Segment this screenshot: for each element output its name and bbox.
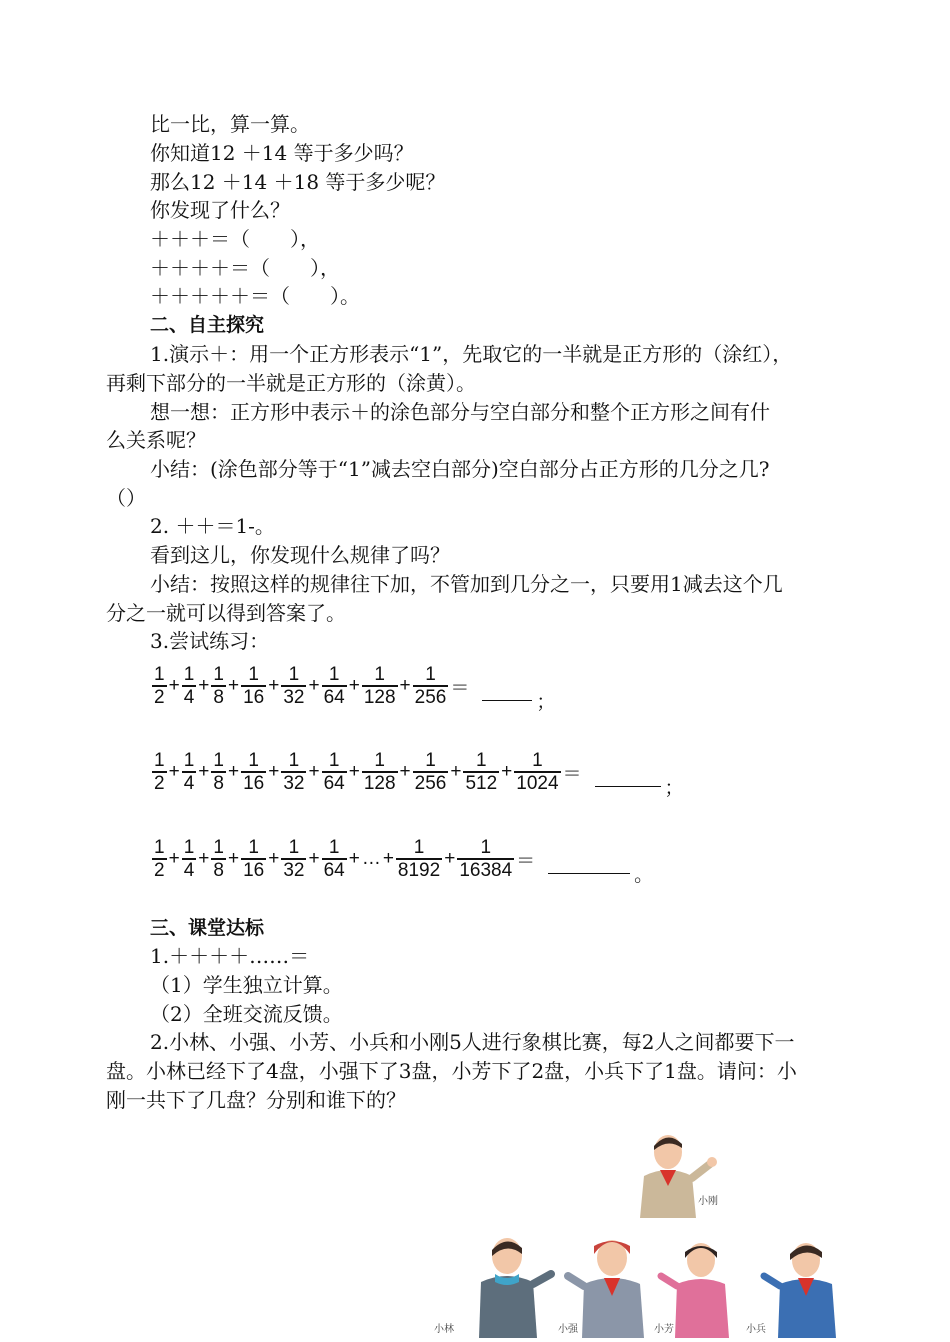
fraction-numerator: 1 xyxy=(248,664,259,686)
fraction-numerator: 1 xyxy=(476,750,487,772)
fraction-denominator: 8192 xyxy=(397,859,441,881)
fraction-denominator: 64 xyxy=(323,859,345,881)
plus-sign: + xyxy=(168,848,180,869)
fraction xyxy=(514,750,560,793)
fraction-numerator: 1 xyxy=(213,837,224,859)
fraction xyxy=(182,837,197,880)
fraction-denominator: 4 xyxy=(183,772,195,794)
plus-sign: + xyxy=(268,675,280,696)
fraction-numerator: 1 xyxy=(154,664,165,686)
fraction-numerator: 1 xyxy=(328,750,340,772)
section3-q1a: （1）学生独立计算。 xyxy=(150,973,343,997)
plus-sign: + xyxy=(348,848,360,869)
fraction xyxy=(182,664,197,707)
fraction-equation-2 xyxy=(151,746,684,798)
fraction xyxy=(362,664,398,707)
fraction xyxy=(413,750,449,793)
fraction xyxy=(281,750,306,793)
section2-p7: 3.尝试练习： xyxy=(150,629,270,653)
section3-q2a: 2.小林、小强、小芳、小兵和小刚5人进行象棋比赛，每2人之间都要下一 xyxy=(150,1030,795,1054)
section2-p6b: 分之一就可以得到答案了。 xyxy=(106,601,346,625)
fraction-numerator: 1 xyxy=(183,664,195,686)
answer-blank xyxy=(548,872,630,874)
plus-sign: + xyxy=(268,761,280,782)
fraction-equation-1 xyxy=(151,660,555,712)
fraction-denominator: 32 xyxy=(283,772,305,794)
fraction-numerator: 1 xyxy=(328,837,340,859)
fraction-numerator: 1 xyxy=(183,750,195,772)
section2-p2b: 么关系呢？ xyxy=(106,428,206,452)
fraction xyxy=(182,750,197,793)
fraction xyxy=(322,750,347,793)
plus-sign: + xyxy=(444,848,456,869)
fraction xyxy=(241,837,266,880)
fraction-denominator: 256 xyxy=(414,686,447,708)
fraction xyxy=(322,837,347,880)
fraction xyxy=(281,664,306,707)
plus-sign: + xyxy=(450,761,462,782)
fraction-numerator: 1 xyxy=(154,750,165,772)
fraction-denominator: 16384 xyxy=(459,859,513,881)
fraction-numerator: 1 xyxy=(248,750,259,772)
section3-q1: 1.＋＋＋＋……＝ xyxy=(150,944,310,968)
fraction xyxy=(211,837,226,880)
fraction-numerator: 1 xyxy=(213,664,224,686)
section2-p4: 2. ＋＋＝1-。 xyxy=(150,514,275,538)
fraction-numerator: 1 xyxy=(183,837,195,859)
equals-sign: ＝ xyxy=(450,677,470,699)
fraction-equation-3 xyxy=(151,833,653,885)
section-heading-2: 二、自主探究 xyxy=(150,314,265,336)
fraction-denominator: 512 xyxy=(465,772,498,794)
intro-line-1: 比一比，算一算。 xyxy=(150,112,310,136)
fraction-numerator: 1 xyxy=(288,837,300,859)
intro-line-2: 你知道12 ＋14 等于多少吗？ xyxy=(150,141,414,165)
fraction-numerator: 1 xyxy=(374,750,385,772)
fraction-denominator: 4 xyxy=(183,686,195,708)
fraction-denominator: 8 xyxy=(213,772,224,794)
fraction xyxy=(241,664,266,707)
plus-sign: + xyxy=(268,848,280,869)
fraction xyxy=(322,664,347,707)
section3-q2b: 盘。小林已经下了4盘，小强下了3盘，小芳下了2盘，小兵下了1盘。请问：小 xyxy=(106,1059,797,1083)
fraction xyxy=(281,837,306,880)
fraction xyxy=(457,837,514,880)
equals-sign: ＝ xyxy=(562,763,582,785)
fraction-denominator: 4 xyxy=(183,859,195,881)
fraction xyxy=(241,750,266,793)
fraction-denominator: 64 xyxy=(323,772,345,794)
fraction-denominator: 32 xyxy=(283,686,305,708)
section3-q1b: （2）全班交流反馈。 xyxy=(150,1002,343,1026)
intro-line-5: ＋＋＋＝（ ）， xyxy=(150,227,320,251)
plus-sign: + xyxy=(501,761,513,782)
fraction-denominator: 32 xyxy=(283,859,305,881)
fraction-numerator: 1 xyxy=(288,664,300,686)
section2-p5: 看到这儿，你发现什么规律了吗？ xyxy=(150,543,450,567)
section2-p1b: 再剩下部分的一半就是正方形的（涂黄）。 xyxy=(106,371,476,395)
section2-p3b: （） xyxy=(106,486,146,510)
fraction-denominator: 8 xyxy=(213,859,224,881)
fraction xyxy=(396,837,442,880)
fraction-numerator: 1 xyxy=(425,664,436,686)
fraction-denominator: 128 xyxy=(363,772,396,794)
equation-punctuation: 。 xyxy=(634,864,654,886)
plus-sign: + xyxy=(308,675,320,696)
xiaofang-label: 小芳 xyxy=(654,1324,674,1335)
answer-blank xyxy=(595,785,661,787)
plus-sign: + xyxy=(227,848,240,869)
fraction-numerator: 1 xyxy=(288,750,300,772)
plus-sign: + xyxy=(308,848,320,869)
fraction xyxy=(362,750,398,793)
plus-sign: + xyxy=(348,675,360,696)
plus-sign: + xyxy=(198,761,210,782)
fraction-denominator: 8 xyxy=(213,686,224,708)
section3-q2c: 刚一共下了几盘？分别和谁下的？ xyxy=(106,1088,406,1112)
xiaogang-label: 小刚 xyxy=(698,1196,718,1207)
fraction-denominator: 1024 xyxy=(516,772,559,794)
plus-sign: + xyxy=(227,675,240,696)
equation-punctuation: ； xyxy=(664,777,684,799)
xiaobing-label: 小兵 xyxy=(746,1324,766,1335)
plus-sign: + xyxy=(168,761,180,782)
intro-line-3: 那么12 ＋14 ＋18 等于多少呢？ xyxy=(150,170,446,194)
plus-sign: + xyxy=(399,675,411,696)
equals-sign: ＝ xyxy=(516,850,536,872)
ellipsis: … xyxy=(361,848,381,869)
fraction-numerator: 1 xyxy=(328,664,340,686)
intro-line-6: ＋＋＋＋＝（ ）， xyxy=(150,256,340,280)
section2-p3a: 小结：(涂色部分等于“1”减去空白部分)空白部分占正方形的几分之几? xyxy=(150,457,770,481)
plus-sign: + xyxy=(198,675,210,696)
fraction xyxy=(152,837,167,880)
fraction-denominator: 128 xyxy=(363,686,396,708)
fraction-numerator: 1 xyxy=(532,750,543,772)
xiaolin-label: 小林 xyxy=(434,1324,454,1335)
fraction-denominator: 16 xyxy=(243,686,265,708)
section2-p2a: 想一想：正方形中表示＋的涂色部分与空白部分和整个正方形之间有什 xyxy=(150,400,770,424)
xiaolin-illustration xyxy=(465,1232,565,1338)
fraction-numerator: 1 xyxy=(213,750,224,772)
fraction-numerator: 1 xyxy=(425,750,436,772)
fraction xyxy=(152,750,167,793)
plus-sign: + xyxy=(399,761,411,782)
fraction xyxy=(463,750,499,793)
xiaobing-illustration xyxy=(760,1236,850,1338)
fraction-numerator: 1 xyxy=(154,837,165,859)
intro-line-7: ＋＋＋＋＋＝（ ）。 xyxy=(150,284,360,308)
fraction-denominator: 64 xyxy=(323,686,345,708)
fraction xyxy=(211,750,226,793)
fraction-denominator: 16 xyxy=(243,859,265,881)
plus-sign: + xyxy=(168,675,180,696)
intro-line-4: 你发现了什么？ xyxy=(150,198,290,222)
section2-p6a: 小结：按照这样的规律往下加，不管加到几分之一，只要用1减去这个几 xyxy=(150,572,783,596)
fraction-denominator: 2 xyxy=(154,772,165,794)
fraction xyxy=(211,664,226,707)
plus-sign: + xyxy=(348,761,360,782)
xiaoqiang-label: 小强 xyxy=(558,1324,578,1335)
fraction-denominator: 2 xyxy=(154,859,165,881)
plus-sign: + xyxy=(308,761,320,782)
section-heading-3: 三、课堂达标 xyxy=(150,917,265,939)
plus-sign: + xyxy=(382,848,394,869)
plus-sign: + xyxy=(198,848,210,869)
fraction-denominator: 16 xyxy=(243,772,265,794)
fraction-numerator: 1 xyxy=(480,837,492,859)
answer-blank xyxy=(482,699,532,701)
fraction-numerator: 1 xyxy=(248,837,259,859)
plus-sign: + xyxy=(227,761,240,782)
section2-p1a: 1.演示＋：用一个正方形表示“1”，先取它的一半就是正方形的（涂红）， xyxy=(150,342,793,366)
fraction-numerator: 1 xyxy=(374,664,385,686)
fraction-numerator: 1 xyxy=(413,837,425,859)
fraction xyxy=(413,664,449,707)
equation-punctuation: ； xyxy=(536,691,556,713)
fraction-denominator: 2 xyxy=(154,686,165,708)
fraction xyxy=(152,664,167,707)
fraction-denominator: 256 xyxy=(414,772,447,794)
